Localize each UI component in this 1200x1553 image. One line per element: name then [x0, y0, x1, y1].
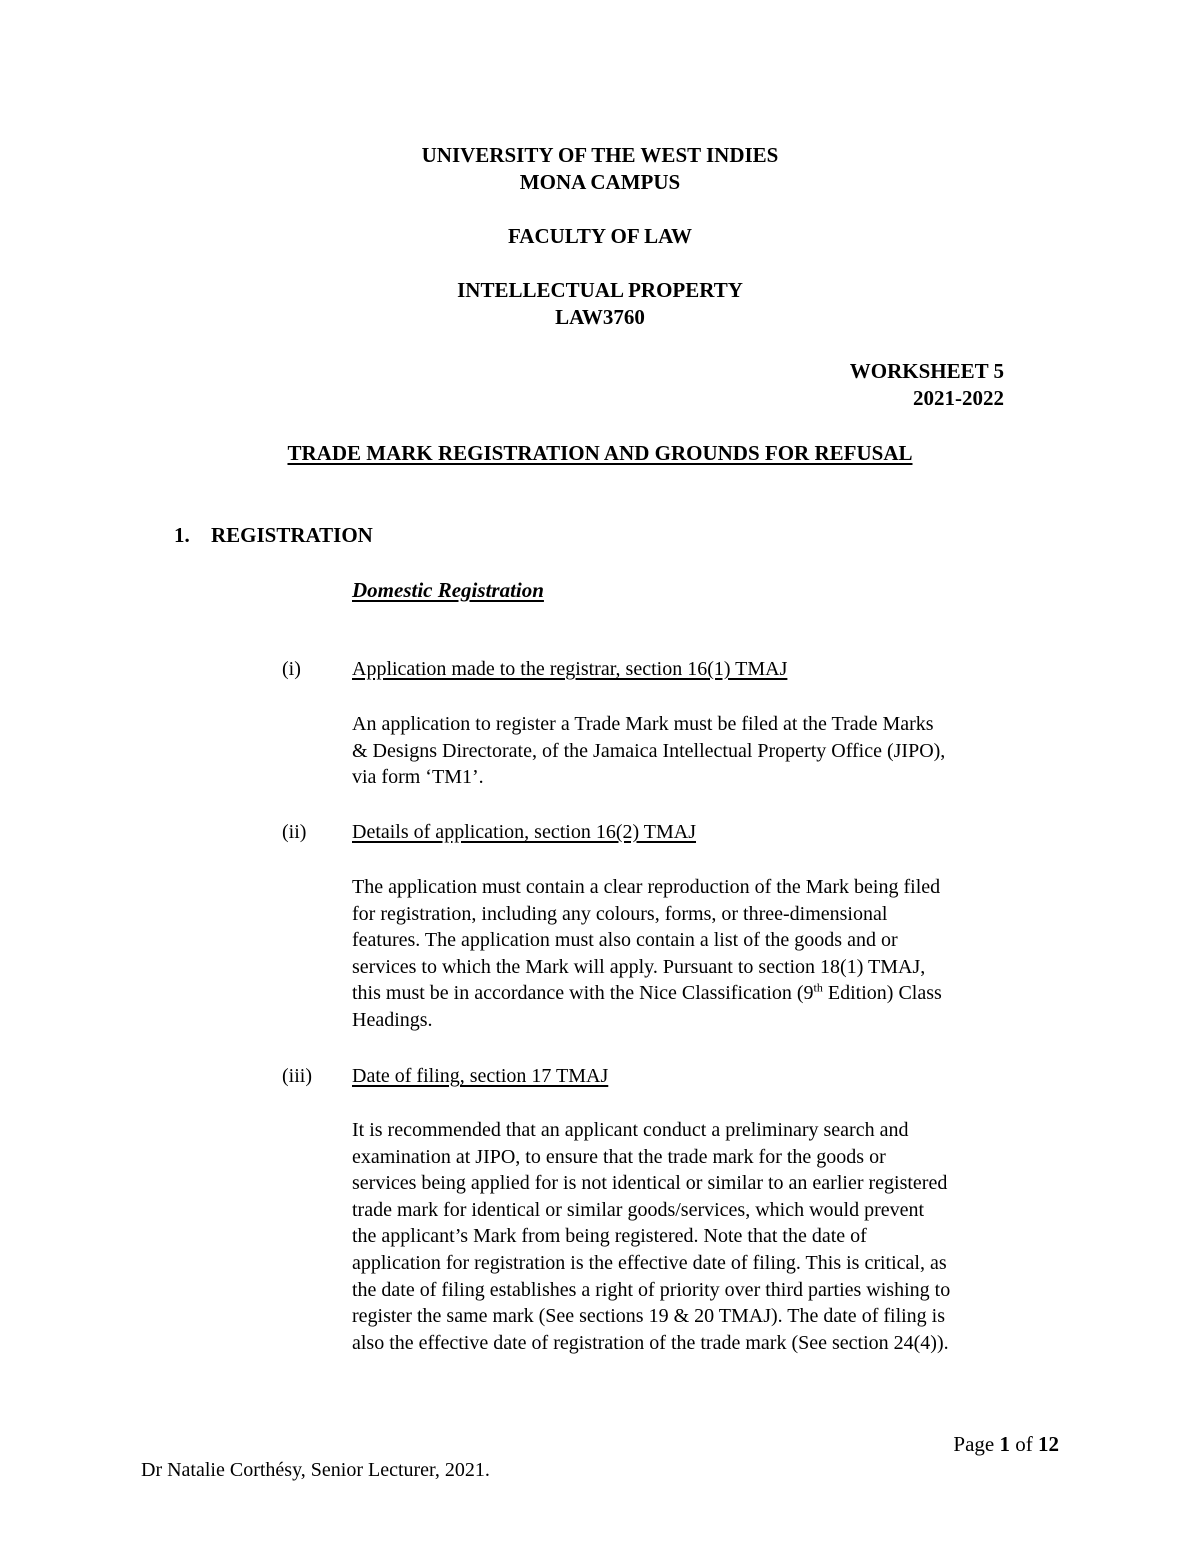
campus-name: MONA CAMPUS [519, 170, 681, 194]
paragraph-line: for registration, including any colours, forms, or three-dimensional [352, 902, 888, 925]
paragraph-line: examination at JIPO, to ensure that the trade mark for the goods or [352, 1145, 886, 1168]
paragraph-line: An application to register a Trade Mark must be filed at the Trade Marks [352, 713, 934, 735]
line-text: this must be in accordance with the Nice Classification (9 [352, 982, 814, 1005]
course-code: LAW3760 [555, 305, 645, 329]
paragraph-line: services being applied for is not identical or similar to an earlier registered [352, 1172, 948, 1195]
paragraph-line: register the same mark (See sections 19 & 20 TMAJ). The date of filing is [352, 1305, 946, 1328]
page-total: 12 [1038, 1432, 1059, 1456]
paragraph-line: trade mark for identical or similar goods/services, which would prevent [352, 1198, 925, 1221]
paragraph-line: features. The application must also contain a list of the goods and or [352, 929, 898, 952]
paragraph-line: It is recommended that an applicant conduct a preliminary search and [352, 1119, 909, 1141]
footer-author: Dr Natalie Corthésy, Senior Lecturer, 2021. [141, 1459, 490, 1481]
item-paragraph [352, 874, 1072, 1034]
subheading-domestic-registration: Domestic Registration [352, 578, 544, 602]
section-number: 1. [174, 523, 190, 547]
worksheet-label: WORKSHEET 5 [849, 359, 1004, 383]
page-label: Page [953, 1432, 995, 1456]
item-paragraph [352, 711, 1072, 791]
paragraph-line: & Designs Directorate, of the Jamaica Intellectual Property Office (JIPO), [352, 739, 946, 762]
paragraph-line: via form ‘TM1’. [352, 766, 484, 789]
paragraph-line: the applicant’s Mark from being registered. Note that the date of [352, 1225, 867, 1248]
university-name: UNIVERSITY OF THE WEST INDIES [421, 143, 779, 167]
paragraph-line [352, 980, 1072, 1007]
document-title: TRADE MARK REGISTRATION AND GROUNDS FOR REFUSAL [287, 441, 913, 465]
page-of: of [1015, 1432, 1033, 1456]
item-number: (iii) [282, 1065, 312, 1087]
paragraph-line: also the effective date of registration of the trade mark (See section 24(4)). [352, 1331, 949, 1354]
item-paragraph [352, 1117, 1072, 1356]
page-current: 1 [999, 1432, 1010, 1456]
faculty-name: FACULTY OF LAW [508, 224, 692, 248]
item-title: Application made to the registrar, section 16(1) TMAJ [352, 658, 788, 680]
item-title: Date of filing, section 17 TMAJ [352, 1065, 609, 1087]
item-number: (ii) [282, 821, 307, 843]
item-number: (i) [282, 658, 301, 680]
page-number [953, 1431, 1059, 1457]
superscript-th: th [813, 980, 823, 995]
paragraph-line: Headings. [352, 1008, 433, 1031]
paragraph-line: services to which the Mark will apply. Pursuant to section 18(1) TMAJ, [352, 955, 926, 978]
item-title: Details of application, section 16(2) TMAJ [352, 821, 697, 843]
paragraph-line: application for registration is the effective date of filing. This is critical, as [352, 1251, 947, 1274]
section-title: REGISTRATION [211, 523, 373, 547]
academic-year: 2021-2022 [913, 386, 1004, 410]
line-text: Edition) Class [822, 982, 942, 1005]
paragraph-line: the date of filing establishes a right of priority over third parties wishing to [352, 1278, 951, 1301]
section-heading [174, 522, 373, 548]
paragraph-line: The application must contain a clear reproduction of the Mark being filed [352, 876, 941, 898]
course-name: INTELLECTUAL PROPERTY [457, 278, 743, 302]
